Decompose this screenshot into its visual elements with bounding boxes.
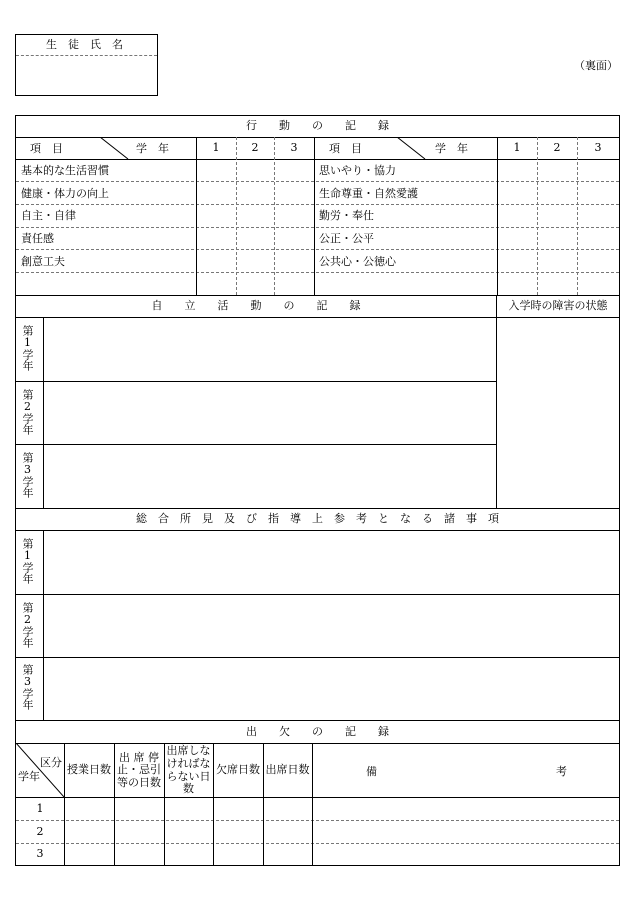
grade-2-left: 2 (251, 141, 259, 155)
disability-label: 入学時の障害の状態 (508, 299, 608, 313)
behavior-item: 公共心・公徳心 (319, 255, 396, 268)
behavior-item: 公正・公平 (319, 232, 374, 245)
grade-3-right: 3 (594, 141, 602, 155)
corner-top-label: 区分 (40, 756, 62, 769)
corner-bottom-label: 学年 (18, 770, 40, 783)
behavior-grade-label-left: 学 年 (136, 142, 169, 155)
behavior-item: 自主・自律 (21, 209, 76, 222)
behavior-item: 生命尊重・自然愛護 (319, 187, 418, 200)
behavior-item: 創意工夫 (21, 255, 65, 268)
grade-1-right: 1 (513, 141, 521, 155)
col-suspension-days: 出 席 停止・忌引等の日数 (117, 750, 161, 789)
attendance-title: 出 欠 の 記 録 (246, 724, 389, 738)
behavior-item: 勤労・奉仕 (319, 209, 374, 222)
col-remarks-b: 考 (556, 765, 567, 778)
behavior-item: 基本的な生活習慣 (21, 164, 109, 177)
attendance-row-grade: 2 (36, 824, 44, 838)
grade-3-left: 3 (290, 141, 298, 155)
year-label: 第3学年 (21, 664, 34, 710)
year-label: 第1学年 (21, 538, 34, 584)
diagonal-line-right (397, 137, 497, 159)
student-name-label: 生 徒 氏 名 (46, 38, 123, 51)
behavior-item: 健康・体力の向上 (21, 187, 109, 200)
col-absent-days: 欠席日数 (216, 763, 260, 777)
behavior-grade-label-right: 学 年 (435, 142, 468, 155)
col-remarks-a: 備 (366, 765, 377, 778)
year-label: 第2学年 (21, 602, 34, 648)
col-class-days: 授業日数 (67, 763, 111, 777)
behavior-item: 思いやり・協力 (319, 164, 396, 177)
independent-title: 自 立 活 動 の 記 録 (151, 299, 361, 313)
attendance-row-grade: 3 (36, 847, 44, 861)
behavior-item-label-right: 項 目 (329, 142, 362, 155)
year-label: 第3学年 (21, 452, 34, 498)
behavior-item-label-left: 項 目 (30, 142, 63, 155)
diagonal-line-left (100, 137, 196, 159)
reverse-label: （裏面） (574, 59, 618, 72)
behavior-title: 行 動 の 記 録 (246, 119, 389, 133)
general-title: 総 合 所 見 及 び 指 導 上 参 考 と な る 諸 事 項 (136, 512, 499, 526)
year-label: 第1学年 (21, 325, 34, 371)
grade-1-left: 1 (212, 141, 220, 155)
attendance-row-grade: 1 (36, 801, 44, 815)
year-label: 第2学年 (21, 389, 34, 435)
grade-2-right: 2 (553, 141, 561, 155)
col-required-days: 出席しなければならない日数 (166, 744, 211, 796)
col-present-days: 出席日数 (265, 763, 310, 777)
name-divider (16, 55, 157, 56)
behavior-item: 責任感 (21, 232, 54, 245)
